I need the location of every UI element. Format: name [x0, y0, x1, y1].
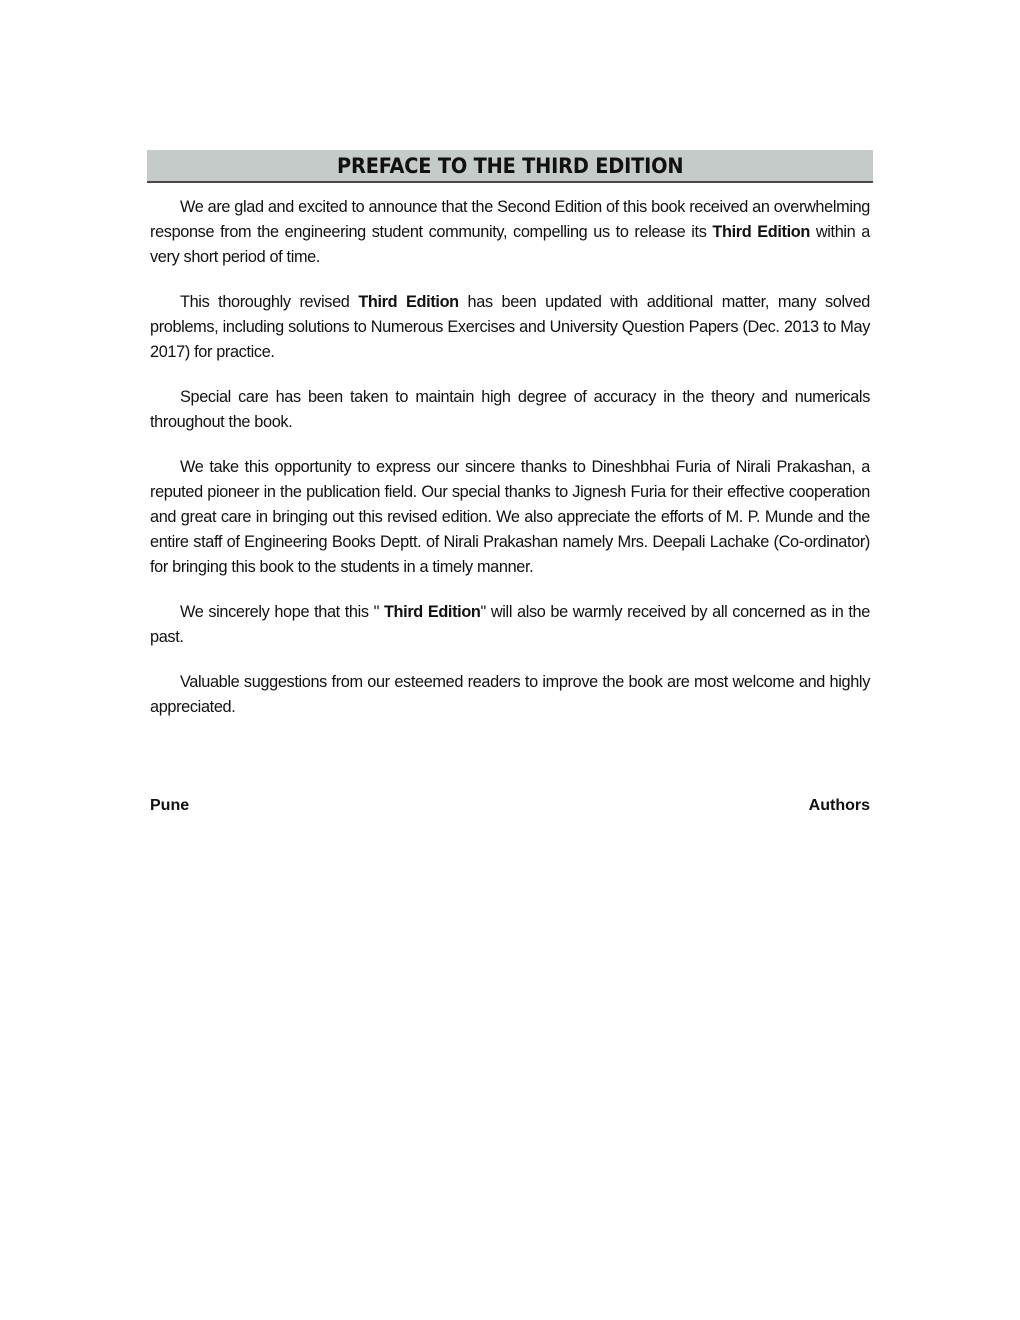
emphasis-text: Third Edition	[383, 603, 481, 621]
paragraph	[150, 195, 870, 270]
body-text: We take this opportunity to express our sincere thanks to Dineshbhai Furia of Nirali Prakashan, a reputed pioneer in the publication field. Our special thanks to Jignesh Furia for their effective cooperation and great care in bringing out this revised edition. We also appreciate the efforts of M. P. Munde and the entire staff of Engineering Books Deptt. of Nirali Prakashan namely Mrs. Deepali Lachake (Co-ordinator) for bringing this book to the students in a timely manner.	[150, 458, 870, 576]
body-text: " will also be warmly received by all concerned as in the past.	[150, 603, 870, 646]
preface-heading-band	[147, 150, 873, 183]
paragraph	[150, 670, 870, 720]
body-text: We are glad and excited to announce that the Second Edition of this book received an overwhelming response from the engineering student community, compelling us to release its	[150, 198, 870, 241]
body-text: We sincerely hope that this "	[180, 603, 384, 621]
preface-body	[150, 195, 870, 740]
page-title: PREFACE TO THE THIRD EDITION	[336, 153, 684, 178]
body-text: Special care has been taken to maintain high degree of accuracy in the theory and numericals throughout the book.	[150, 388, 870, 431]
paragraph	[150, 600, 870, 650]
emphasis-text: Third Edition	[358, 293, 459, 311]
body-text: This thoroughly revised	[180, 293, 359, 311]
body-text: has been updated with additional matter, many solved problems, including solutions to Numerous Exercises and University Question Papers (Dec. 2013 to May 2017) for practice.	[150, 293, 870, 361]
signature-authors: Authors	[808, 797, 870, 814]
signature-place: Pune	[150, 797, 190, 814]
body-text: within a very short period of time.	[150, 223, 870, 266]
emphasis-text: Third Edition	[712, 223, 810, 241]
paragraph	[150, 290, 870, 365]
paragraph	[150, 455, 870, 580]
paragraph	[150, 385, 870, 435]
body-text: Valuable suggestions from our esteemed readers to improve the book are most welcome and highly appreciated.	[150, 673, 870, 716]
